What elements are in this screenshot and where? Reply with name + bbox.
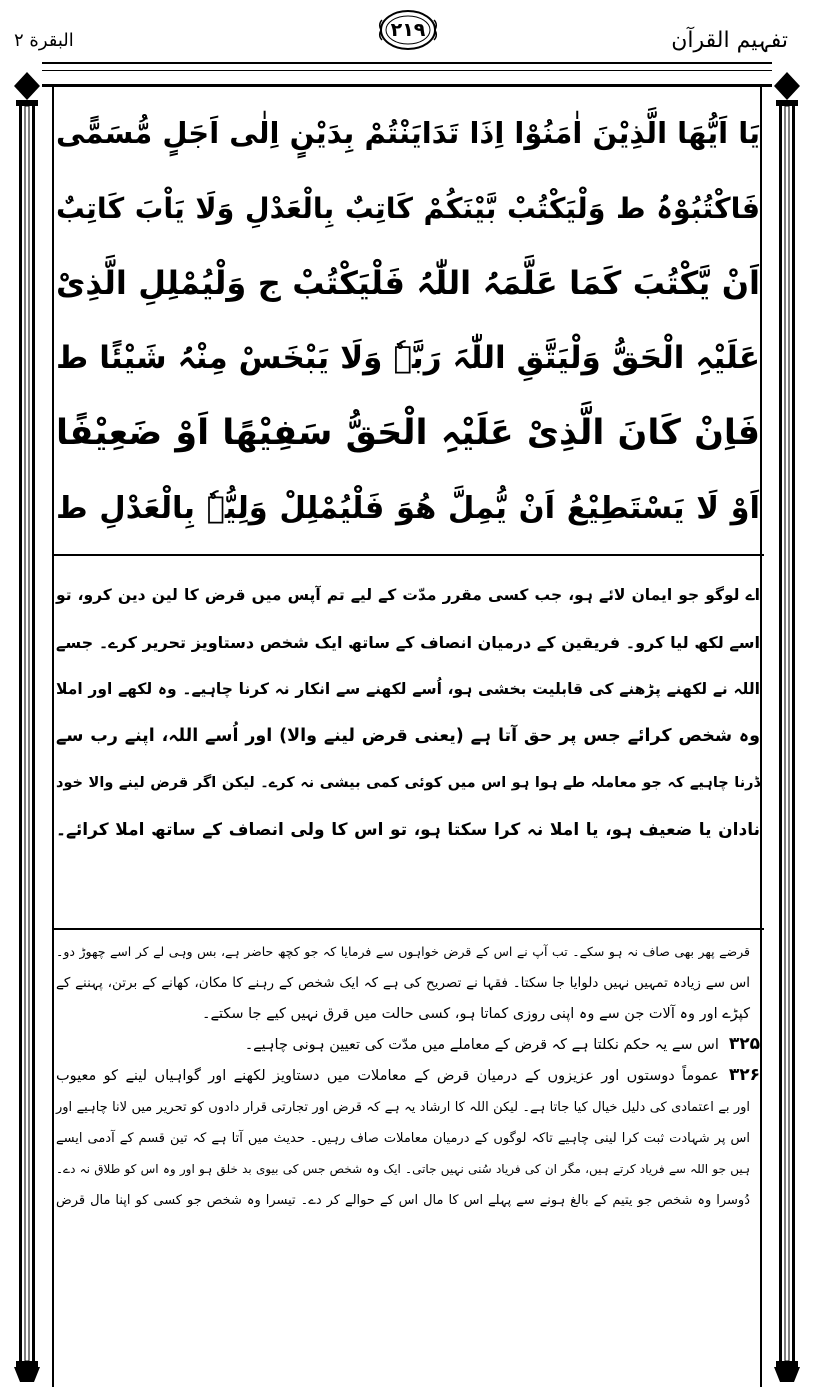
footnote-line — [56, 967, 760, 998]
page-number-badge — [378, 8, 438, 52]
footnote-text: اس سے یہ حکم نکلتا ہے کہ قرض کے معاملے میں مدّت کی تعیین ہونی چاہیے۔ — [244, 1037, 719, 1053]
footnote-line — [56, 1060, 760, 1091]
verse-divider — [52, 554, 764, 556]
quran-verse-block — [56, 96, 760, 546]
verse-line: عَلَیْہِ الْحَقُّ وَلْیَتَّقِ اللّٰہَ رَبَّہٗ وَلَا یَبْخَسْ مِنْہُ شَیْئًا ط — [56, 340, 760, 376]
translation-line: ڈرنا چاہیے کہ جو معاملہ طے ہوا ہو اس میں کوئی کمی بیشی نہ کرے۔ لیکن اگر قرض لینے والا خود — [56, 775, 760, 791]
footnote-text: ہیں جو اللہ سے فریاد کرتے ہیں، مگر ان کی فریاد سُنی نہیں جاتی۔ ایک وہ شخص جس کی بیوی بد خلق ہو اور وہ اس کو طلاق نہ دے۔ — [56, 1162, 750, 1176]
footnote-line — [56, 936, 760, 967]
translation-line: اللہ نے لکھنے پڑھنے کی قابلیت بخشی ہو، اُسے لکھنے سے انکار نہ کرنا چاہیے۔ وہ لکھے اور املا — [56, 680, 760, 698]
footnote-line — [56, 1029, 760, 1060]
footnote-text: کپڑے اور وہ آلات جن سے وہ اپنی روزی کماتا ہو، کسی حالت میں قرق نہیں کیے جا سکتے۔ — [201, 1006, 750, 1022]
footnote-text: عموماً دوستوں اور عزیزوں کے درمیان قرض کے معاملات میں دستاویز لکھنے اور گواہیاں لینے کو معیوب — [56, 1068, 719, 1084]
verse-line: اَنْ یَّکْتُبَ کَمَا عَلَّمَہُ اللّٰہُ فَلْیَکْتُبْ ج وَلْیُمْلِلِ الَّذِیْ — [56, 264, 760, 302]
translation-line: اے لوگو جو ایمان لائے ہو، جب کسی مقرر مدّت کے لیے تم آپس میں قرض کا لین دین کرو، تو — [56, 586, 760, 604]
footnote-number: ۳۲۶ — [728, 1065, 760, 1085]
footnote-text: اس پر شہادت ثبت کرا لینی چاہیے تاکہ لوگوں کے درمیان معاملات صاف رہیں۔ حدیث میں آتا ہے کہ تین قسم کے آدمی ایسے — [56, 1131, 750, 1146]
translation-divider — [52, 928, 764, 930]
book-title: تفہیم القرآن — [671, 28, 788, 53]
translation-line: نادان یا ضعیف ہو، یا املا نہ کرا سکتا ہو، تو اس کا ولی انصاف کے ساتھ املا کرائے۔ — [56, 820, 760, 840]
commentary-footnotes — [56, 936, 760, 1215]
right-pillar-ornament-icon — [770, 70, 804, 1387]
footnote-text: دُوسرا وہ شخص جو یتیم کے بالغ ہونے سے پہلے اس کا مال اس کے حوالے کر دے۔ تیسرا وہ شخص جو کسی کو اپنا مال قرض — [56, 1193, 750, 1208]
verse-line: فَاکْتُبُوْہُ ط وَلْیَکْتُبْ بَّیْنَکُمْ کَاتِبٌ بِالْعَدْلِ وَلَا یَاْبَ کَاتِبٌ — [56, 192, 760, 225]
footnote-line — [56, 998, 760, 1029]
page-number: ۲۱۹ — [390, 19, 426, 41]
left-pillar-ornament-icon — [10, 70, 44, 1387]
footnote-line — [56, 1184, 760, 1215]
footnote-number: ۳۲۵ — [728, 1034, 760, 1054]
footnote-line — [56, 1153, 760, 1184]
footnote-text: اور بے اعتمادی کی دلیل خیال کیا جاتا ہے۔ لیکن اللہ کا ارشاد یہ ہے کہ قرض اور تجارتی قرار دادوں کو تحریر میں لانا چاہیے اور — [56, 1100, 750, 1115]
translation-line: وہ شخص کرائے جس پر حق آتا ہے (یعنی قرض لینے والا) اور اُسے اللہ، اپنے رب سے — [56, 726, 760, 746]
verse-line: فَاِنْ کَانَ الَّذِیْ عَلَیْہِ الْحَقُّ سَفِیْھًا اَوْ ضَعِیْفًا — [56, 413, 760, 453]
urdu-translation-block — [56, 572, 760, 854]
footnote-line — [56, 1091, 760, 1122]
footnote-line — [56, 1122, 760, 1153]
verse-line: اَوْ لَا یَسْتَطِیْعُ اَنْ یُّمِلَّ ھُوَ فَلْیُمْلِلْ وَلِیُّہٗ بِالْعَدْلِ ط — [56, 491, 760, 526]
page-header — [0, 0, 816, 62]
verse-line: یَا اَیُّھَا الَّذِیْنَ اٰمَنُوْا اِذَا تَدَایَنْتُمْ بِدَیْنٍ اِلٰی اَجَلٍ مُّسَمًّی — [56, 116, 760, 150]
translation-line: اسے لکھ لیا کرو۔ فریقین کے درمیان انصاف کے ساتھ ایک شخص دستاویز تحریر کرے۔ جسے — [56, 633, 760, 652]
footnote-text: قرضے پھر بھی صاف نہ ہو سکے۔ تب آپ نے اس کے قرض خواہوں سے فرمایا کہ جو کچھ حاضر ہے، بس وہی لے کر اسے چھوڑ دو۔ — [56, 944, 750, 959]
surah-name: البقرة ۲ — [14, 30, 74, 51]
footnote-text: اس سے زیادہ تمہیں نہیں دلوایا جا سکتا۔ فقہا نے تصریح کی ہے کہ ایک شخص کے رہنے کا مکان، کھانے کے برتن، پہننے کے — [56, 975, 750, 991]
